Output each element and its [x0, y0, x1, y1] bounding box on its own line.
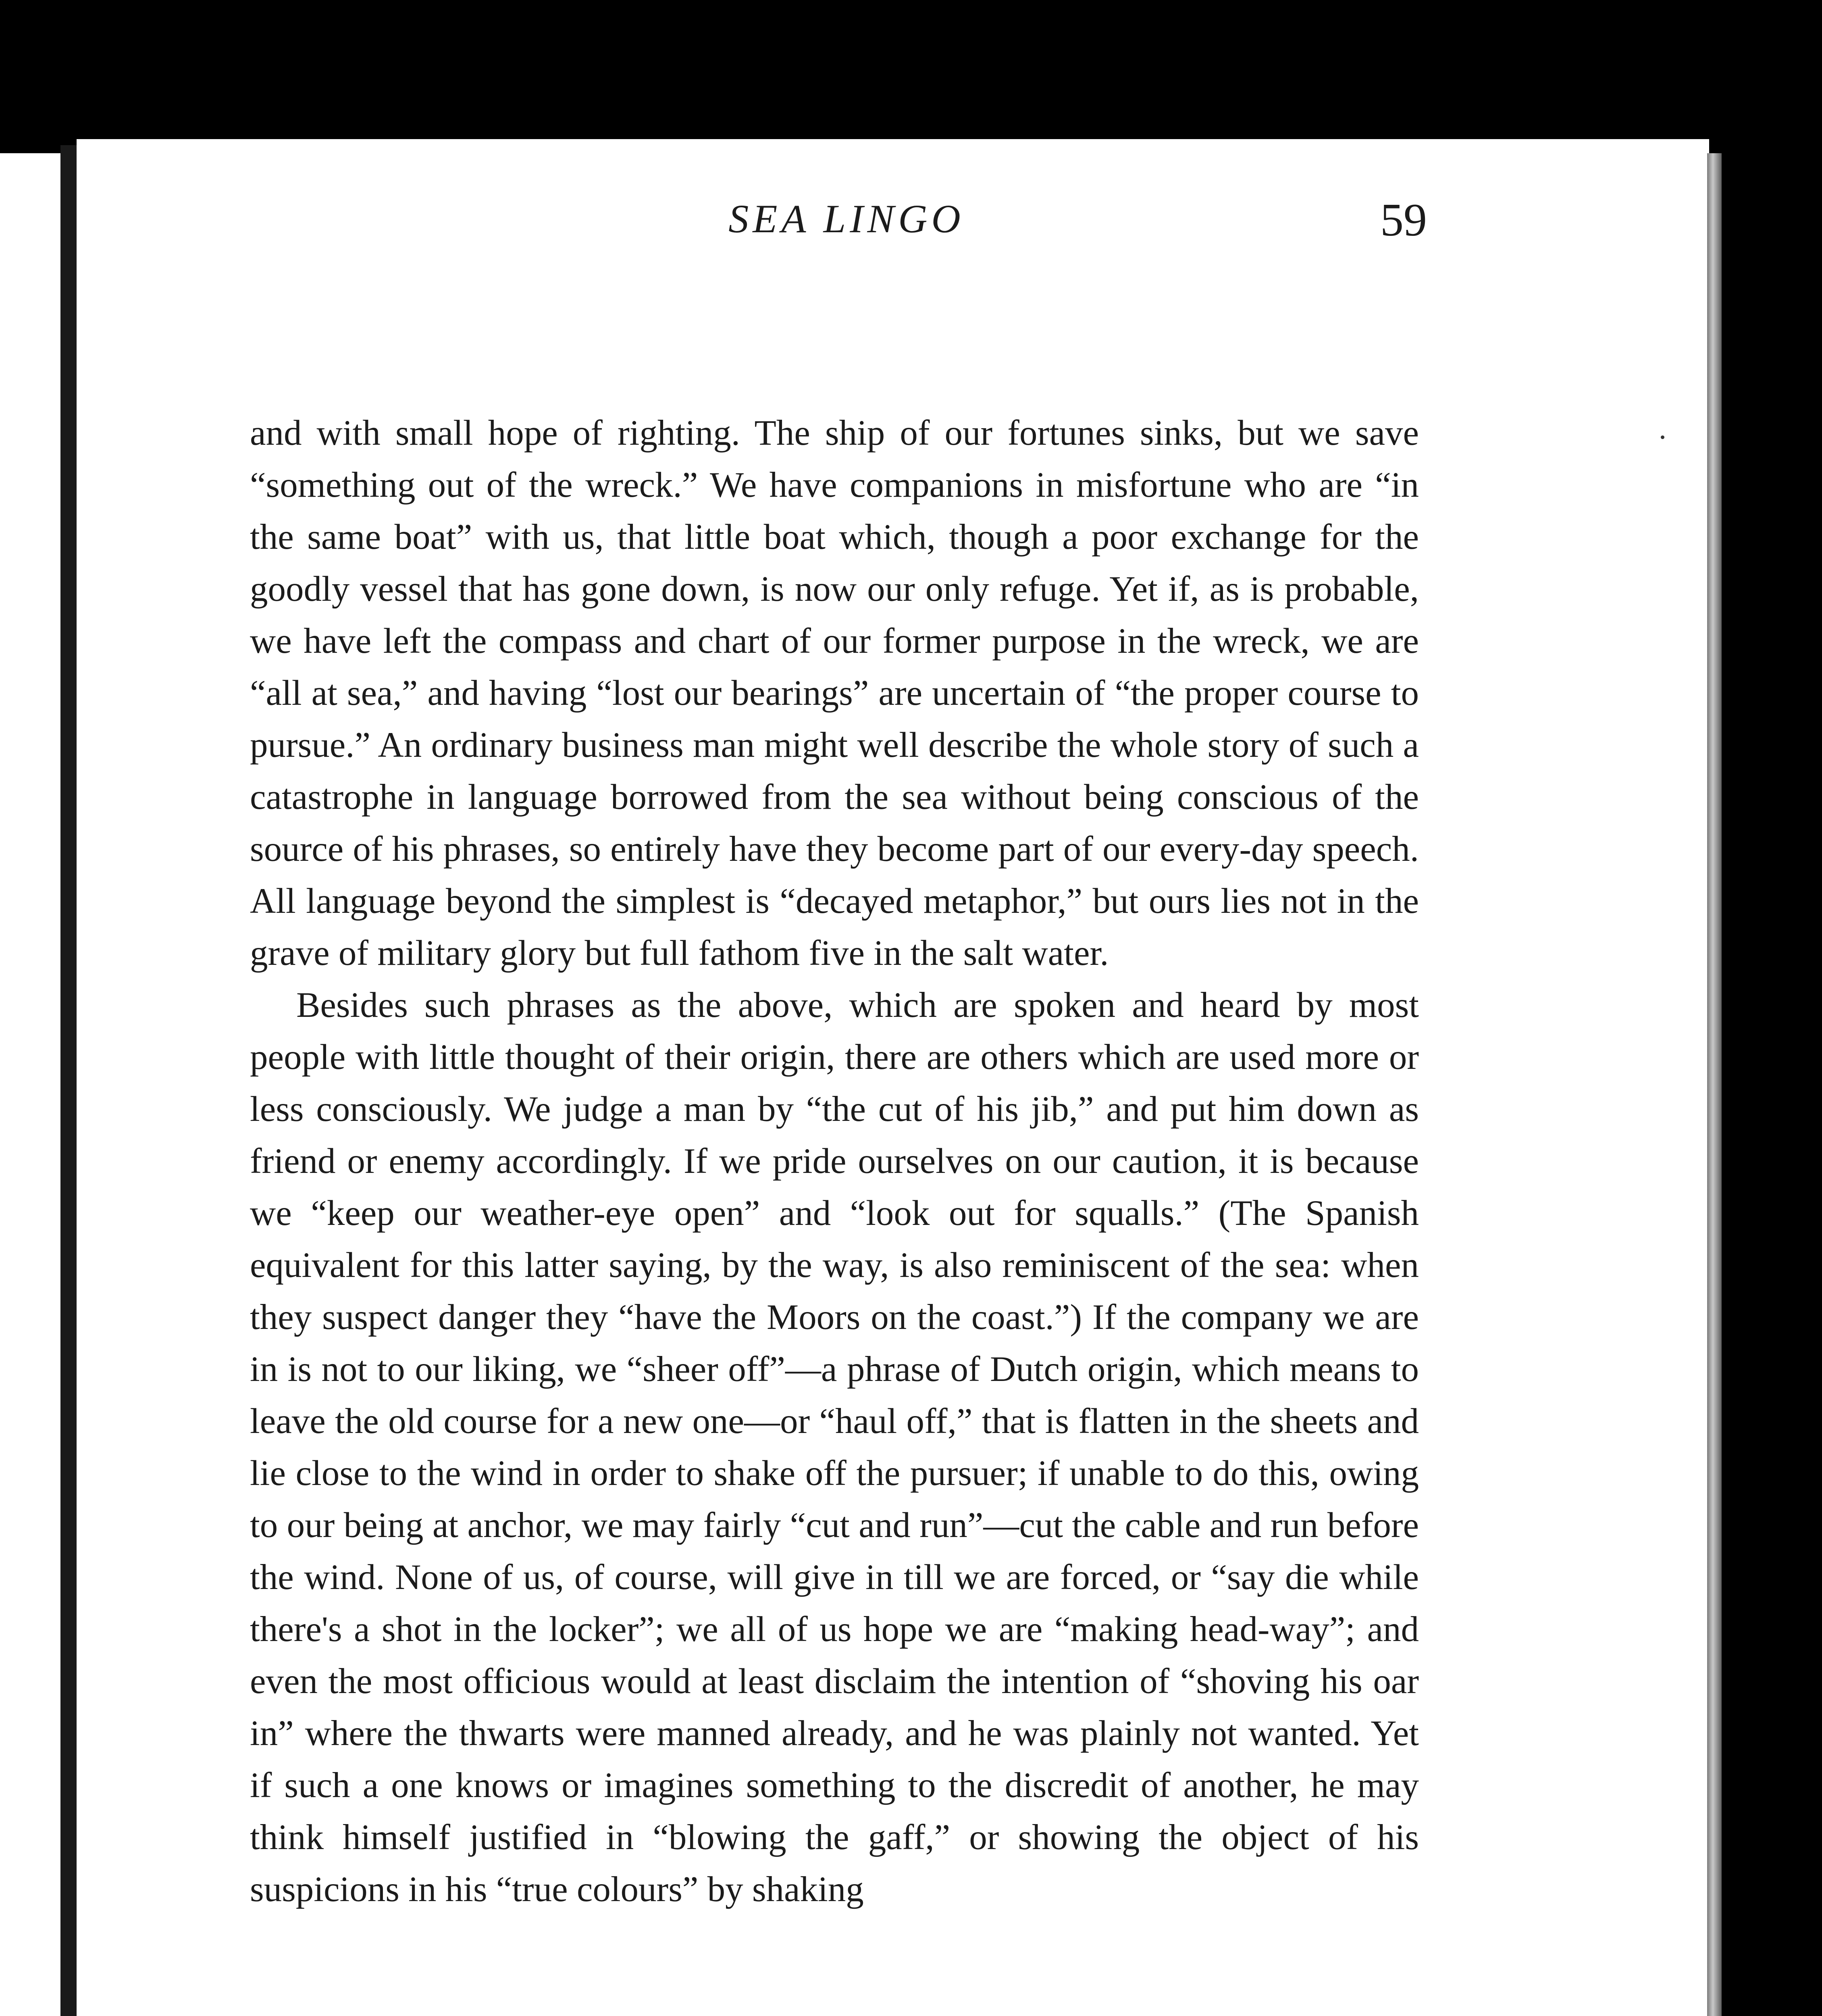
- facing-page-edge: [0, 153, 60, 2016]
- gutter-shadow: [60, 145, 77, 2016]
- paragraph: Besides such phrases as the above, which are spoken and heard by most people with little thought of their origin, there are others which are used more or less consciously. We judge a man by “the cut of his jib,” and put him down as friend or enemy accordingly. If we pride ourselves on our caution, it is because we “keep our weather-eye open” and “look out for squalls.” (The Spanish equivalent for this latter saying, by the way, is also reminiscent of the sea: when they suspect danger they “have the Moors on the coast.”) If the company we are in is not to our liking, we “sheer off”—a phrase of Dutch origin, which means to leave the old course for a new one—or “haul off,” that is flatten in the sheets and lie close to the wind in order to shake off the pursuer; if unable to do this, owing to our being at anchor, we may fairly “cut and run”—cut the cable and run before the wind. None of us, of course, will give in till we are forced, or “say die while there's a shot in the locker”; we all of us hope we are “making head-way”; and even the most officious would at least disclaim the intention of “shoving his oar in” where the thwarts were manned already, and he was plainly not wanted. Yet if such a one knows or imagines something to the discredit of another, he may think himself justified in “blowing the gaff,” or showing the object of his suspicions in his “true colours” by shaking: [250, 985, 1419, 1909]
- body-text: [250, 407, 1419, 1916]
- paragraph: and with small hope of righting. The ship of our fortunes sinks, but we save “something out of the wreck.” We have companions in misfortune who are “in the same boat” with us, that little boat which, though a poor exchange for the goodly vessel that has gone down, is now our only refuge. Yet if, as is probable, we have left the compass and chart of our former purpose in the wreck, we are “all at sea,” and having “lost our bearings” are uncertain of “the proper course to pursue.” An ordinary business man might well describe the whole story of such a catastrophe in language borrowed from the sea without being conscious of the source of his phrases, so entirely have they become part of our every-day speech. All language beyond the simplest is “decayed metaphor,” but ours lies not in the grave of military glory but full fathom five in the salt water.: [250, 413, 1419, 973]
- running-head: SEA LINGO: [728, 196, 965, 241]
- page-number: 59: [1380, 194, 1427, 246]
- ink-speck: [1661, 435, 1664, 439]
- page-edge-shadow: [1707, 153, 1722, 2016]
